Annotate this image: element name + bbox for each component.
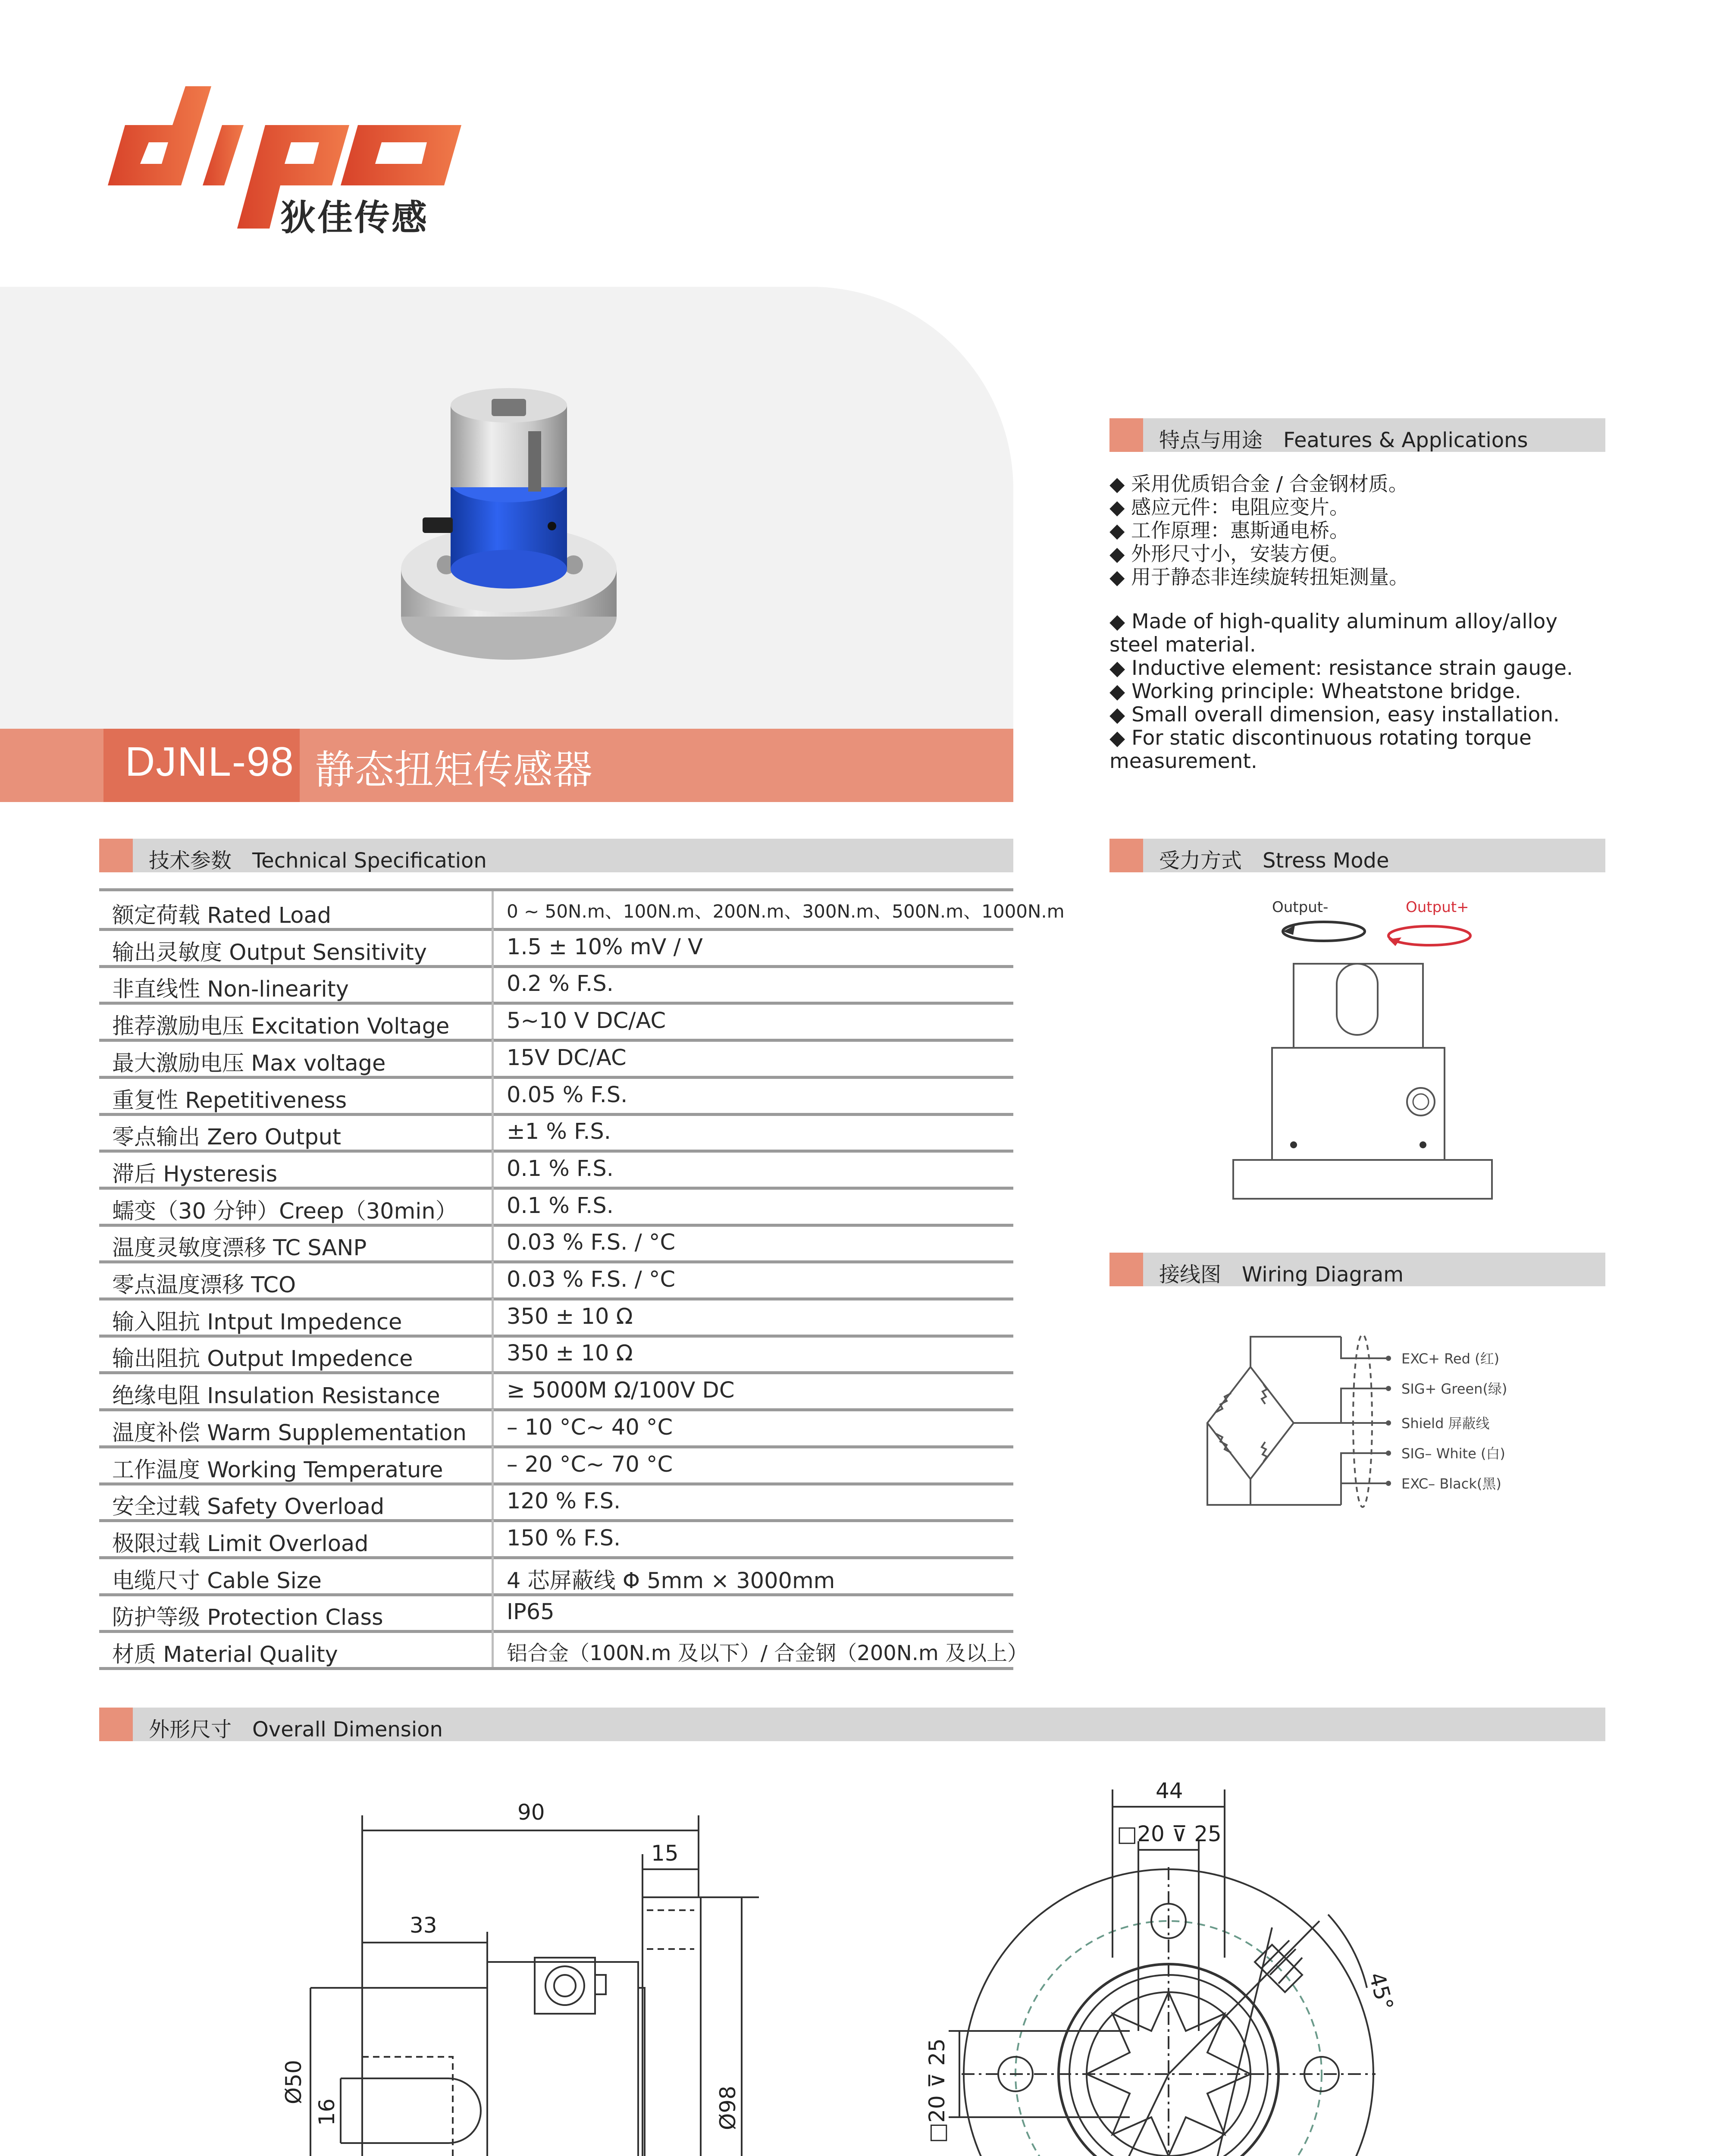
spec-column-divider xyxy=(492,1409,494,1445)
spec-value: 铝合金（100N.m 及以下）/ 合金钢（200N.m 及以上） xyxy=(507,1641,1028,1665)
feature-en-item: ◆ Made of high-quality aluminum alloy/alloy steel material. xyxy=(1109,610,1558,657)
spec-value: 0.03 % F.S. / °C xyxy=(507,1230,676,1256)
spec-column-divider xyxy=(492,1187,494,1224)
spec-label: 温度灵敏度漂移 TC SANP xyxy=(112,1235,367,1261)
spec-row xyxy=(99,1409,1013,1448)
spec-label: 极限过载 Limit Overload xyxy=(112,1531,369,1557)
spec-column-divider xyxy=(492,1335,494,1371)
spec-value: 1.5 ± 10% mV / V xyxy=(507,934,703,960)
dim-33: 33 xyxy=(410,1913,437,1938)
spec-row xyxy=(99,1224,1013,1263)
spec-label: 蠕变（30 分钟）Creep（30min） xyxy=(112,1198,458,1224)
features-cn-list xyxy=(1109,472,1605,589)
spec-value: 120 % F.S. xyxy=(507,1489,621,1514)
wire-label: SIG+ Green(绿) xyxy=(1401,1381,1507,1397)
spec-label: 绝缘电阻 Insulation Resistance xyxy=(112,1383,440,1409)
features-heading: 特点与用途 Features & Applications xyxy=(1109,418,1605,452)
product-code: DJNL-98 xyxy=(125,739,295,785)
spec-label: 安全过载 Safety Overload xyxy=(112,1494,385,1520)
spec-row xyxy=(99,1630,1028,1670)
dim-90: 90 xyxy=(517,1800,545,1825)
spec-column-divider xyxy=(492,1261,494,1297)
spec-value: 15V DC/AC xyxy=(507,1045,627,1071)
spec-row xyxy=(99,1557,1013,1596)
spec-top-rule xyxy=(99,888,1013,891)
spec-column-divider xyxy=(492,1557,494,1593)
spec-value: 0.2 % F.S. xyxy=(507,971,614,997)
spec-value: 350 ± 10 Ω xyxy=(507,1341,633,1366)
spec-column-divider xyxy=(492,965,494,1002)
spec-value: IP65 xyxy=(507,1599,555,1625)
spec-label: 最大激励电压 Max voltage xyxy=(112,1050,386,1076)
dimension-heading: 外形尺寸 Overall Dimension xyxy=(99,1708,1605,1741)
wire-label: EXC+ Red (红) xyxy=(1401,1351,1500,1367)
spec-row xyxy=(99,1076,1013,1116)
output-minus-label: Output- xyxy=(1272,899,1329,916)
spec-column-divider xyxy=(492,1372,494,1408)
spec-label: 零点输出 Zero Output xyxy=(112,1125,341,1150)
feature-en-item: ◆ Inductive element: resistance strain gauge. xyxy=(1109,656,1573,680)
spec-row xyxy=(99,928,1013,968)
spec-value: – 20 °C~ 70 °C xyxy=(507,1451,673,1477)
spec-label: 材质 Material Quality xyxy=(112,1642,338,1667)
spec-label: 非直线性 Non-linearity xyxy=(112,977,349,1003)
stress-heading: 受力方式 Stress Mode xyxy=(1109,839,1605,872)
brand-logo xyxy=(99,78,487,241)
spec-value: ±1 % F.S. xyxy=(507,1119,611,1145)
spec-row xyxy=(99,1187,1013,1227)
dim-20-25-vertical: □20 ⊽ 25 xyxy=(924,2038,950,2143)
spec-label: 工作温度 Working Temperature xyxy=(112,1457,443,1483)
spec-row xyxy=(99,1113,1013,1153)
spec-label: 输出阻抗 Output Impedence xyxy=(112,1346,413,1372)
spec-label: 输出灵敏度 Output Sensitivity xyxy=(112,940,427,965)
side-view-drawing xyxy=(267,1777,819,2156)
stress-diagram xyxy=(1225,893,1501,1212)
spec-value: 150 % F.S. xyxy=(507,1525,621,1551)
spec-row xyxy=(99,1261,1013,1300)
spec-value: 4 芯屏蔽线 Φ 5mm × 3000mm xyxy=(507,1568,835,1594)
spec-row xyxy=(99,1520,1013,1559)
spec-row xyxy=(99,1593,1013,1633)
spec-label: 防护等级 Protection Class xyxy=(112,1605,383,1631)
spec-row xyxy=(99,891,1065,931)
features-en-list xyxy=(1109,610,1605,773)
wiring-heading: 接线图 Wiring Diagram xyxy=(1109,1253,1605,1286)
spec-label: 输入阻抗 Intput Impedence xyxy=(112,1309,402,1335)
spec-label: 推荐激励电压 Excitation Voltage xyxy=(112,1014,450,1040)
spec-row xyxy=(99,1039,1013,1079)
feature-cn-item: ◆ 工作原理：惠斯通电桥。 xyxy=(1109,519,1349,542)
feature-en-item: ◆ Working principle: Wheatstone bridge. xyxy=(1109,680,1521,703)
dim-16: 16 xyxy=(314,2098,339,2126)
spec-row xyxy=(99,1446,1013,1485)
wiring-diagram xyxy=(1199,1324,1557,1522)
spec-row xyxy=(99,1482,1013,1522)
output-plus-label: Output+ xyxy=(1406,899,1469,916)
spec-row xyxy=(99,1002,1013,1042)
spec-column-divider xyxy=(492,1150,494,1187)
spec-row xyxy=(99,1150,1013,1190)
spec-column-divider xyxy=(492,1224,494,1260)
dim-44: 44 xyxy=(1156,1778,1183,1803)
spec-label: 电缆尺寸 Cable Size xyxy=(112,1568,322,1594)
spec-row xyxy=(99,965,1013,1005)
spec-column-divider xyxy=(492,1630,494,1667)
feature-cn-item: ◆ 感应元件：电阻应变片。 xyxy=(1109,495,1349,519)
spec-column-divider xyxy=(492,1520,494,1556)
spec-row xyxy=(99,1372,1013,1411)
feature-en-item: ◆ For static discontinuous rotating torque measurement. xyxy=(1109,726,1532,773)
spec-value: 0.1 % F.S. xyxy=(507,1193,614,1219)
product-image xyxy=(388,388,630,673)
product-name: 静态扭矩传感器 xyxy=(315,747,593,793)
brand-name-cn: 狄佳传感 xyxy=(280,197,429,238)
spec-value: – 10 °C~ 40 °C xyxy=(507,1414,673,1440)
spec-value: 0.03 % F.S. / °C xyxy=(507,1267,676,1292)
spec-column-divider xyxy=(492,1076,494,1113)
dim-45deg: 45° xyxy=(1364,1970,1398,2013)
front-view-drawing xyxy=(897,1772,1526,2156)
spec-column-divider xyxy=(492,1039,494,1076)
spec-value: 0.1 % F.S. xyxy=(507,1156,614,1181)
spec-column-divider xyxy=(492,1298,494,1335)
spec-label: 重复性 Repetitiveness xyxy=(112,1087,347,1113)
spec-column-divider xyxy=(492,1113,494,1150)
spec-value: 0.05 % F.S. xyxy=(507,1082,628,1108)
spec-column-divider xyxy=(492,891,494,928)
dim-d98: Ø98 xyxy=(715,2086,740,2130)
spec-label: 额定荷载 Rated Load xyxy=(112,903,332,928)
wire-label: Shield 屏蔽线 xyxy=(1401,1415,1490,1432)
spec-value: ≥ 5000M Ω/100V DC xyxy=(507,1378,735,1404)
wire-label: EXC– Black(黑) xyxy=(1401,1476,1501,1492)
spec-column-divider xyxy=(492,1593,494,1630)
spec-column-divider xyxy=(492,1446,494,1482)
spec-row xyxy=(99,1298,1013,1338)
dim-d50: Ø50 xyxy=(281,2060,306,2104)
spec-label: 零点温度漂移 TCO xyxy=(112,1272,296,1298)
spec-column-divider xyxy=(492,1002,494,1039)
spec-label: 温度补偿 Warm Supplementation xyxy=(112,1420,467,1446)
wire-label: SIG– White (白) xyxy=(1401,1445,1505,1462)
spec-column-divider xyxy=(492,928,494,965)
feature-cn-item: ◆ 用于静态非连续旋转扭矩测量。 xyxy=(1109,565,1409,589)
spec-value: 5~10 V DC/AC xyxy=(507,1008,666,1034)
feature-cn-item: ◆ 外形尺寸小，安装方便。 xyxy=(1109,542,1349,565)
feature-cn-item: ◆ 采用优质铝合金 / 合金钢材质。 xyxy=(1109,472,1408,495)
feature-en-item: ◆ Small overall dimension, easy installation. xyxy=(1109,703,1560,727)
spec-value: 0 ~ 50N.m、100N.m、200N.m、300N.m、500N.m、1000N.m xyxy=(507,901,1065,922)
dim-20-25: □20 ⊽ 25 xyxy=(1117,1821,1222,1846)
spec-label: 滞后 Hysteresis xyxy=(112,1161,278,1187)
spec-heading: 技术参数 Technical Specification xyxy=(99,839,1013,872)
spec-column-divider xyxy=(492,1482,494,1519)
dim-15: 15 xyxy=(651,1841,679,1866)
spec-row xyxy=(99,1335,1013,1374)
spec-value: 350 ± 10 Ω xyxy=(507,1304,633,1329)
